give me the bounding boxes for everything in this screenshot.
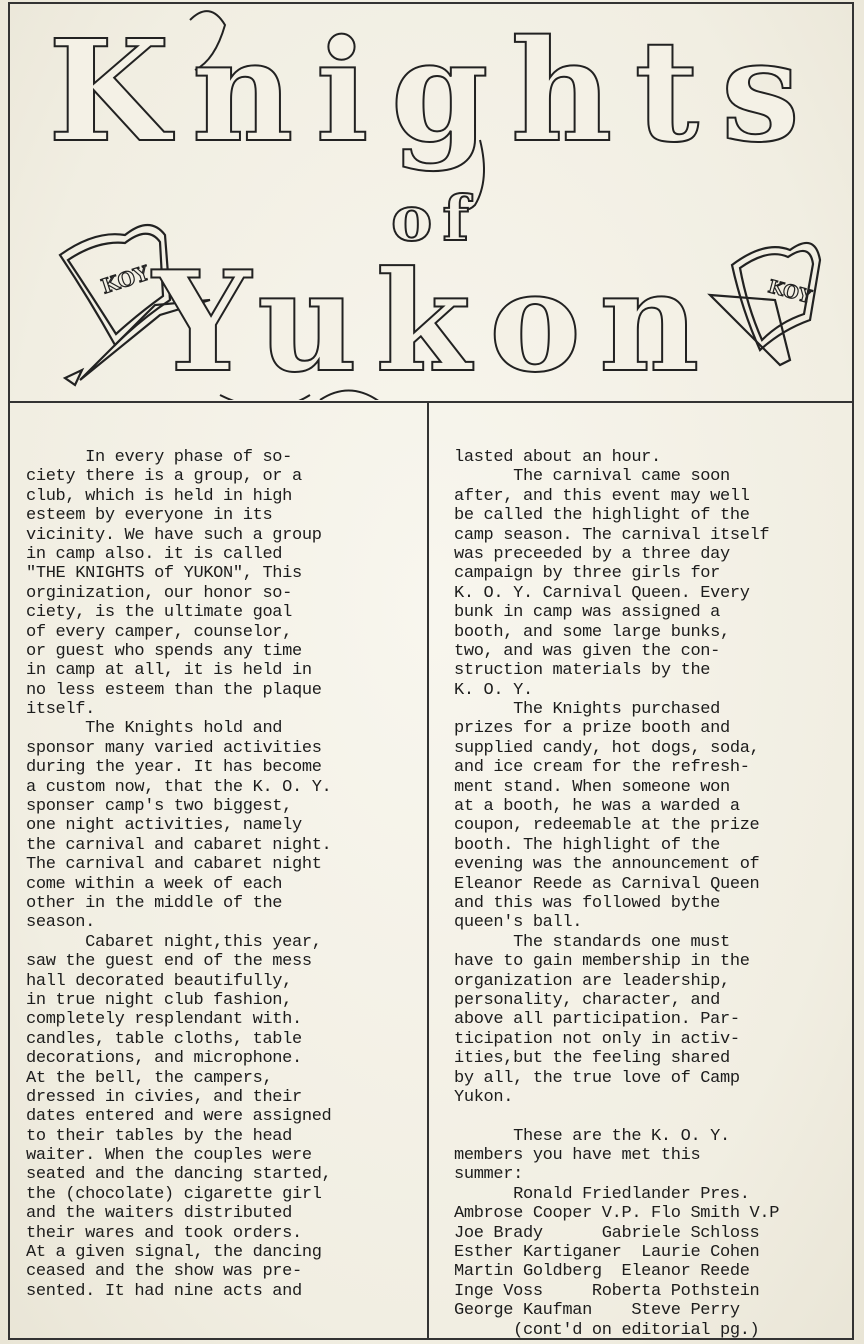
article-line: At a given signal, the dancing (26, 1243, 322, 1263)
masthead-title-yukon: Yukon (152, 240, 718, 403)
article-line: and the waiters distributed (26, 1204, 292, 1224)
article-line: club, which is held in high (26, 486, 292, 506)
article-line: camp season. The carnival itself (454, 525, 770, 545)
article-line: was preceeded by a three day (454, 544, 730, 564)
page-border-right (852, 2, 854, 1340)
article-line: two, and was given the con- (454, 641, 720, 661)
article-line: sented. It had nine acts and (26, 1281, 302, 1301)
article-line: Cabaret night,this year, (26, 932, 322, 952)
article-line: dates entered and were assigned (26, 1107, 332, 1127)
article-line: ciety, is the ultimate goal (26, 603, 292, 623)
article-line: come within a week of each (26, 874, 283, 894)
article-line: summer: (454, 1165, 523, 1185)
article-line: ciety there is a group, or a (26, 467, 302, 487)
article-line: supplied candy, hot dogs, soda, (454, 738, 760, 758)
article-line: The standards one must (454, 932, 730, 952)
article-line: during the year. It has become (26, 758, 322, 778)
article-line: or guest who spends any time (26, 641, 302, 661)
article-line: sponser camp's two biggest, (26, 797, 292, 817)
article-line: prizes for a prize booth and (454, 719, 730, 739)
article-line: K. O. Y. (454, 680, 533, 700)
article-line: Inge Voss Roberta Pothstein (454, 1281, 760, 1301)
article-line: Eleanor Reede as Carnival Queen (454, 874, 760, 894)
article-line: decorations, and microphone. (26, 1049, 302, 1069)
article-line: "THE KNIGHTS of YUKON", This (26, 564, 302, 584)
article-left-column (26, 448, 422, 1301)
article-line: At the bell, the campers, (26, 1068, 273, 1088)
article-line: Esther Kartiganer Laurie Cohen (454, 1243, 760, 1263)
article-line: organization are leadership, (454, 971, 730, 991)
article-line: lasted about an hour. (454, 448, 661, 467)
article-line: their wares and took orders. (26, 1223, 302, 1243)
article-line: no less esteem than the plaque (26, 680, 322, 700)
article-line: booth. The highlight of the (454, 835, 720, 855)
article-line: The Knights purchased (454, 700, 720, 720)
article-line: queen's ball. (454, 913, 583, 933)
article-line: struction materials by the (454, 661, 711, 681)
article-line: hall decorated beautifully, (26, 971, 292, 991)
article-line: Yukon. (454, 1087, 514, 1107)
masthead-divider (8, 401, 854, 403)
article-line: candles, table cloths, table (26, 1029, 302, 1049)
article-line (454, 1107, 846, 1126)
article-line: These are the K. O. Y. (454, 1126, 730, 1146)
article-line: the (chocolate) cigarette girl (26, 1184, 322, 1204)
article-line: at a booth, he was a warded a (454, 797, 740, 817)
column-divider (427, 401, 429, 1340)
article-line: booth, and some large bunks, (454, 622, 730, 642)
article-line: In every phase of so- (26, 448, 292, 467)
article-line: Ambrose Cooper V.P. Flo Smith V.P (454, 1204, 780, 1224)
article-line: of every camper, counselor, (26, 622, 292, 642)
article-right-column (454, 448, 846, 1340)
article-line: evening was the announcement of (454, 855, 760, 875)
masthead-title-of: of (390, 182, 480, 255)
svg-text:KOY: KOY (765, 276, 814, 308)
article-line: The carnival came soon (454, 467, 730, 487)
page-border-left (8, 2, 10, 1340)
article-line: ment stand. When someone won (454, 777, 730, 797)
article-line: Ronald Friedlander Pres. (454, 1184, 750, 1204)
article-line: by all, the true love of Camp (454, 1068, 740, 1088)
article-line: seated and the dancing started, (26, 1165, 332, 1185)
article-line: ities,but the feeling shared (454, 1049, 730, 1069)
article-line: saw the guest end of the mess (26, 952, 312, 972)
article-line: ticipation not only in activ- (454, 1029, 740, 1049)
article-line: the carnival and cabaret night. (26, 835, 332, 855)
article-line: to their tables by the head (26, 1126, 292, 1146)
article-line: dressed in civies, and their (26, 1087, 302, 1107)
article-line: Joe Brady Gabriele Schloss (454, 1223, 760, 1243)
article-line: George Kaufman Steve Perry (454, 1301, 740, 1321)
article-line: a custom now, that the K. O. Y. (26, 777, 332, 797)
article-line: above all participation. Par- (454, 1010, 740, 1030)
article-line: The carnival and cabaret night (26, 855, 322, 875)
article-line: waiter. When the couples were (26, 1146, 312, 1166)
masthead (20, 0, 850, 403)
article-line: in camp also. it is called (26, 544, 283, 564)
article-line: coupon, redeemable at the prize (454, 816, 760, 836)
article-line: vicinity. We have such a group (26, 525, 322, 545)
article-line: (cont'd on editorial pg.) (454, 1320, 760, 1340)
article-line: esteem by everyone in its (26, 506, 273, 526)
article-line: completely resplendant with. (26, 1010, 302, 1030)
article-line: have to gain membership in the (454, 952, 750, 972)
article-line: and this was followed bythe (454, 893, 720, 913)
article-line: The Knights hold and (26, 719, 283, 739)
article-line: itself. (26, 700, 95, 720)
article-line: sponsor many varied activities (26, 738, 322, 758)
svg-text:KOY: KOY (98, 260, 152, 299)
article-line: in true night club fashion, (26, 990, 292, 1010)
article-line: one night activities, namely (26, 816, 302, 836)
article-line: campaign by three girls for (454, 564, 720, 584)
article-line: other in the middle of the (26, 893, 283, 913)
article-line: season. (26, 913, 95, 933)
article-line: be called the highlight of the (454, 506, 750, 526)
masthead-title-knights: Knights (48, 10, 822, 174)
article-line: orginization, our honor so- (26, 583, 292, 603)
article-line: ceased and the show was pre- (26, 1262, 302, 1282)
article-line: and ice cream for the refresh- (454, 758, 750, 778)
article-line: personality, character, and (454, 990, 720, 1010)
article-line: in camp at all, it is held in (26, 661, 312, 681)
article-line: bunk in camp was assigned a (454, 603, 720, 623)
article-line: members you have met this (454, 1146, 701, 1166)
article-line: K. O. Y. Carnival Queen. Every (454, 583, 750, 603)
article-line: after, and this event may well (454, 486, 750, 506)
article-line: Martin Goldberg Eleanor Reede (454, 1262, 750, 1282)
